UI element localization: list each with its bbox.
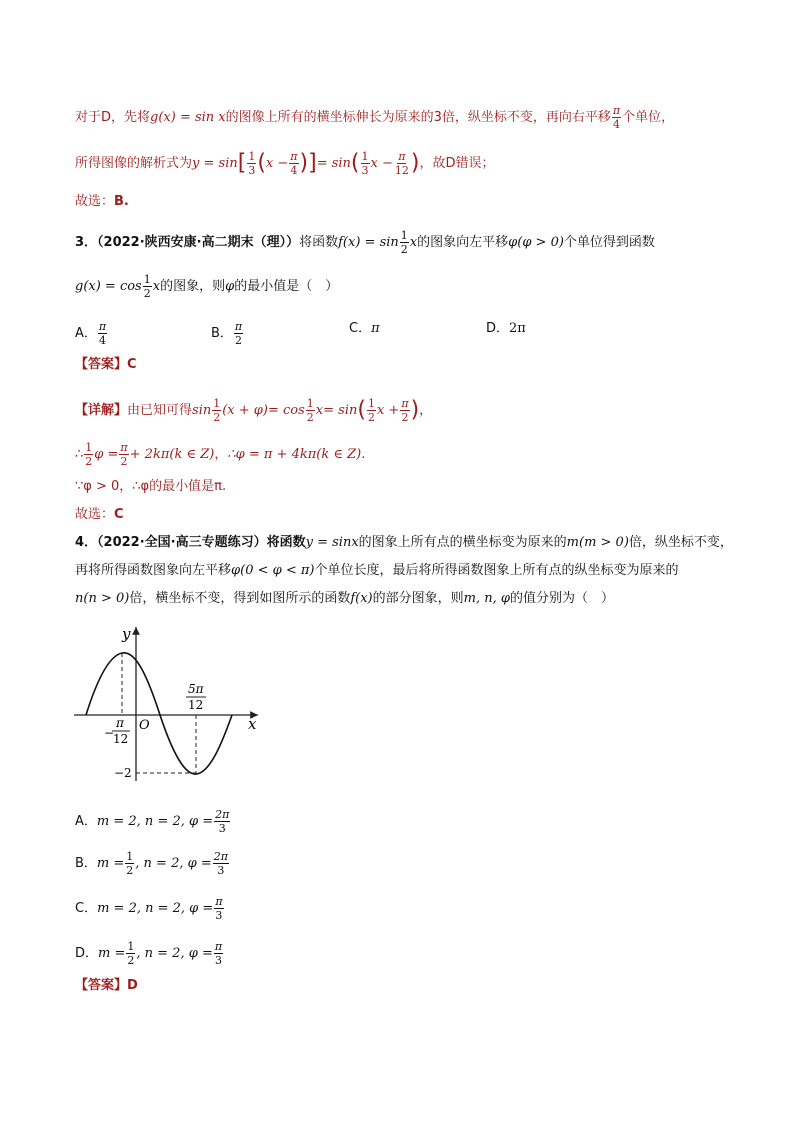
denominator: 2 (235, 334, 243, 347)
x-minus: x − (370, 156, 393, 171)
option-value: 2π (509, 321, 526, 336)
sep: ， (214, 447, 228, 462)
option-fraction (234, 320, 243, 347)
origin-label: O (139, 718, 150, 733)
neg-tick-den: 12 (113, 732, 129, 746)
q4-option-a[interactable] (75, 808, 231, 835)
option-b[interactable] (211, 320, 244, 347)
q4-option-c[interactable] (75, 895, 225, 922)
detail-3-line3 (75, 478, 226, 496)
choice-label: 故选： (75, 507, 115, 522)
denominator: 4 (99, 334, 107, 347)
option-letter: B． (75, 856, 97, 871)
denominator: 3 (248, 164, 256, 177)
answer-3 (75, 356, 137, 374)
phi-eq: φ = (94, 447, 119, 462)
numerator: π (398, 150, 406, 163)
numerator: 1 (126, 850, 134, 863)
option-letter: C． (75, 901, 98, 916)
option-letter: B． (211, 326, 233, 341)
choice-line-3 (75, 506, 124, 524)
one-third-fraction (247, 150, 256, 177)
equals-sin: = sin (323, 403, 358, 418)
numerator: 1 (367, 397, 375, 410)
numerator: 1 (143, 273, 151, 286)
question-number: 3． (75, 235, 98, 250)
text: ，故D错误； (419, 156, 495, 171)
phi-condition: φ(φ > 0) (508, 235, 564, 250)
detail-3-line2 (75, 441, 365, 468)
option-fraction (98, 320, 107, 347)
equals-sin: = sin (316, 156, 351, 171)
phi-fraction (214, 940, 223, 967)
x-phi: (x + φ) (222, 403, 268, 418)
text: 的图象向左平移 (417, 235, 509, 250)
text: 将函数 (299, 235, 339, 250)
half-fraction: $\frac{1}{2}$ (367, 397, 375, 424)
vars: m, n, φ (463, 591, 510, 606)
numerator: 1 (213, 397, 221, 410)
function-graph (72, 623, 272, 783)
phi-range: φ(0 < φ < π) (231, 563, 315, 578)
detail-tag: 【详解】 (75, 403, 128, 418)
g-expression: g(x) = cos (75, 279, 142, 294)
text: 个单位， (622, 110, 675, 125)
numerator: 1 (361, 150, 369, 163)
option-letter: D． (75, 946, 99, 961)
text: 的值分别为（ ） (510, 591, 615, 606)
numerator: π (612, 104, 621, 117)
m-value: m = 2 (97, 901, 137, 916)
plus-2kpi: + 2kπ(k ∈ Z) (129, 447, 215, 462)
question-4-line1 (75, 534, 733, 552)
f-expression: f(x) = sin (338, 235, 399, 250)
pos-tick-den: 12 (188, 698, 204, 712)
pi-over-12-fraction (394, 150, 410, 177)
answer-tag: 【答案】 (75, 357, 128, 372)
m-fraction (125, 850, 134, 877)
neg-tick-num: π (116, 716, 124, 730)
m-cond: m(m > 0) (566, 535, 629, 550)
phi-fraction (213, 850, 229, 877)
n-phi: , n = 2, φ = (136, 814, 214, 829)
text: 的图象上所有点的横坐标变为原来的 (358, 535, 567, 550)
numerator: 1 (306, 397, 314, 410)
text: 的图像上所有的横坐标伸长为原来的3倍，纵坐标不变，再向右平移 (225, 110, 611, 125)
bracket: ] (308, 150, 317, 176)
m-pre: m = (96, 856, 125, 871)
phi: φ (225, 279, 235, 294)
y-axis-label: y (122, 625, 131, 643)
pi-over-2-fraction: $\frac{\pi}{2}$ (120, 441, 128, 468)
numerator: π (234, 320, 243, 333)
q4-option-d[interactable] (75, 940, 224, 967)
denominator: 3 (361, 164, 369, 177)
option-letter: D． (486, 321, 510, 336)
text: 的最小值是（ ） (234, 279, 339, 294)
end: . (361, 447, 366, 462)
denominator: 3 (215, 909, 223, 922)
text: 所得图像的解析式为 (75, 156, 193, 171)
numerator: 1 (127, 940, 135, 953)
x-axis-label: x (248, 715, 257, 733)
pi-over-4-fraction (612, 104, 621, 131)
m-fraction (126, 940, 135, 967)
option-a[interactable] (75, 320, 108, 347)
question-4-line3 (75, 590, 614, 608)
choice-value: B. (114, 194, 129, 209)
denominator: 2 (127, 954, 135, 967)
choice-line-2 (75, 193, 129, 211)
text: 4．（2022·全国·高三专题练习）将函数 (75, 535, 306, 550)
g-expression: g(x) = sin x (150, 110, 226, 125)
denominator: 4 (613, 118, 621, 131)
question-3-line1: 3．（2022·陕西安康·高二期末（理））将函数f(x) = sin $\frac{1}{2}$ x的图象向左平移φ(φ > 0)个单位得到函数 (75, 229, 655, 256)
pos-tick-num: 5π (188, 682, 204, 696)
denominator: 3 (214, 954, 222, 967)
numerator: π (120, 441, 128, 454)
denominator: 3 (218, 822, 226, 835)
sine-curve (86, 653, 232, 774)
phi-fraction (214, 895, 223, 922)
numerator: 1 (248, 150, 256, 163)
text: 个单位得到函数 (563, 235, 655, 250)
option-letter: A． (75, 814, 97, 829)
question-3-line2: g(x) = cos $\frac{1}{2}$ x的图象，则φ的最小值是（ ） (75, 273, 339, 300)
answer-value: C (127, 357, 137, 372)
numerator: π (98, 320, 107, 333)
detail-3-line1: 【详解】由已知可得sin $\frac{1}{2}$ (x + φ)= cos $\frac{1}{2}$ x= sin( $\frac{1}{2}$ x + $\frac{\pi}{2}$ )， (75, 397, 433, 424)
equals-cos: = cos (267, 403, 305, 418)
text: 个单位长度，最后将所得函数图象上所有点的纵坐标变为原来的 (314, 563, 679, 578)
y-sinx: y = sinx (305, 535, 359, 550)
numerator: 2π (215, 808, 230, 821)
one-third-fraction (361, 150, 370, 177)
half-fraction: $\frac{1}{2}$ (400, 229, 408, 256)
solution-d-line1 (75, 104, 674, 131)
numerator: 2π (213, 850, 228, 863)
sin: sin (192, 403, 212, 418)
text: 对于D，先将 (75, 110, 151, 125)
denominator: 4 (290, 164, 298, 177)
option-c[interactable] (349, 320, 380, 338)
x-minus: x − (265, 156, 289, 171)
f-expr: f(x) (350, 591, 373, 606)
n-phi: , n = 2, φ = (136, 946, 213, 961)
paren: ( (257, 150, 266, 176)
pi-over-4-fraction (289, 150, 298, 177)
choice-value: C (114, 507, 124, 522)
option-letter: A． (75, 326, 97, 341)
answer-value: D (127, 978, 138, 993)
solution-d-line2 (75, 150, 494, 177)
x-plus: x + (376, 403, 400, 418)
text: 的图象，则 (160, 279, 226, 294)
answer-4 (75, 977, 138, 995)
text: ∵φ > 0，∴φ的最小值是π (75, 479, 222, 494)
text: 由已知可得 (127, 403, 193, 418)
neg-tick-sign: − (104, 726, 115, 740)
numerator: π (290, 150, 298, 163)
half-fraction: $\frac{1}{2}$ (85, 441, 93, 468)
denominator: 2 (126, 864, 134, 877)
text: 倍，纵坐标不变， (628, 535, 733, 550)
question-source: （2022·陕西安康·高二期末（理）） (97, 235, 300, 250)
option-letter: C． (349, 321, 372, 336)
half-fraction: $\frac{1}{2}$ (213, 397, 221, 424)
numerator: π (401, 397, 409, 410)
q4-option-b[interactable] (75, 850, 230, 877)
n-phi: , n = 2, φ = (135, 856, 212, 871)
choice-label: 故选： (75, 194, 115, 209)
phi-result: ∴φ = π + 4kπ(k ∈ Z) (227, 447, 362, 462)
half-fraction: $\frac{1}{2}$ (143, 273, 151, 300)
numerator: π (215, 895, 223, 908)
question-4-line2 (75, 562, 679, 580)
y-expression: y = sin (192, 156, 238, 171)
half-fraction: $\frac{1}{2}$ (306, 397, 314, 424)
m-pre: m = (98, 946, 126, 961)
option-d[interactable] (486, 320, 526, 338)
numerator: π (214, 940, 223, 953)
m-value: m = 2 (96, 814, 137, 829)
text: 再将所得函数图象向左平移 (75, 563, 232, 578)
option-value: π (371, 321, 380, 336)
paren: ) (410, 150, 420, 176)
end: . (221, 479, 227, 494)
denominator: 3 (217, 864, 225, 877)
text: 的部分图象，则 (372, 591, 464, 606)
therefore: ∴ (75, 447, 84, 462)
n-phi: , n = 2, φ = (136, 901, 214, 916)
paren: ) (299, 150, 309, 176)
phi-fraction (214, 808, 230, 835)
numerator: 1 (85, 441, 93, 454)
paren: ( (350, 150, 360, 176)
bracket: [ (237, 150, 247, 176)
numerator: 1 (400, 229, 408, 242)
min-label: −2 (114, 766, 132, 780)
answer-tag: 【答案】 (75, 978, 128, 993)
n-cond: n(n > 0) (75, 591, 130, 606)
pi-over-2-fraction: $\frac{\pi}{2}$ (401, 397, 409, 424)
denominator: 12 (394, 164, 409, 177)
text: 倍，横坐标不变，得到如图所示的函数 (129, 591, 351, 606)
